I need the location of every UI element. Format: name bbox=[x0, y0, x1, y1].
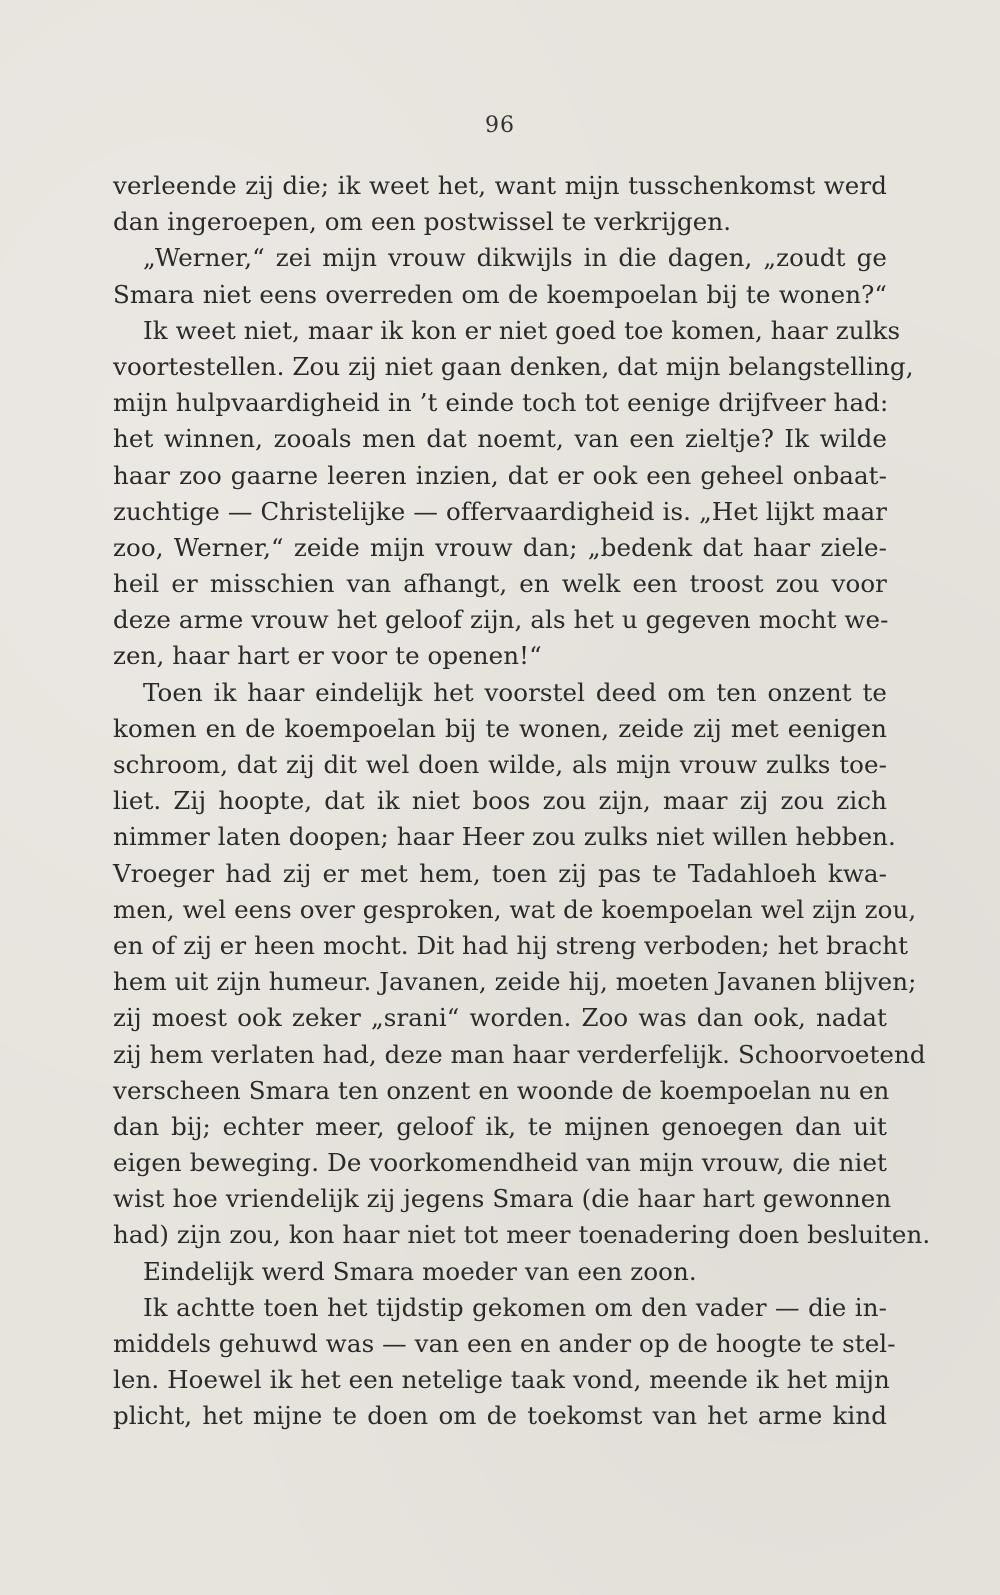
text-line: schroom, dat zij dit wel doen wilde, als mijn vrouw zulks toe- bbox=[113, 750, 887, 779]
text-line: liet. Zij hoopte, dat ik niet boos zou zijn, maar zij zou zich bbox=[113, 786, 887, 816]
text-line: Eindelijk werd Smara moeder van een zoon. bbox=[143, 1256, 697, 1286]
text-line: dan bij; echter meer, geloof ik, te mijnen genoegen dan uit bbox=[113, 1111, 887, 1141]
text-line: plicht, het mijne te doen om de toekomst van het arme kind bbox=[113, 1401, 887, 1431]
text-line: zij hem verlaten had, deze man haar verderfelijk. Schoorvoetend bbox=[113, 1039, 926, 1069]
text-line: voortestellen. Zou zij niet gaan denken, dat mijn belangstelling, bbox=[113, 351, 914, 381]
text-line: „Werner,“ zei mijn vrouw dikwijls in die dagen, „zoudt ge bbox=[143, 243, 887, 273]
text-line: verleende zij die; ik weet het, want mijn tusschenkomst werd bbox=[113, 171, 887, 200]
text-line: Ik weet niet, maar ik kon er niet goed toe komen, haar zulks bbox=[143, 315, 901, 345]
text-line: en of zij er heen mocht. Dit had hij streng verboden; het bracht bbox=[113, 930, 909, 960]
text-line: middels gehuwd was — van een en ander op de hoogte te stel- bbox=[113, 1329, 896, 1358]
text-line: mijn hulpvaardigheid in ’t einde toch tot eenige drijfveer had: bbox=[113, 388, 889, 418]
text-line: Vroeger had zij er met hem, toen zij pas te Tadahloeh kwa- bbox=[113, 858, 887, 888]
text-line: komen en de koempoelan bij te wonen, zeide zij met eenigen bbox=[113, 713, 887, 743]
body-text bbox=[113, 168, 931, 1435]
text-line: zij moest ook zeker „srani“ worden. Zoo was dan ook, nadat bbox=[113, 1003, 887, 1033]
text-line: men, wel eens over gesproken, wat de koempoelan wel zijn zou, bbox=[113, 894, 917, 924]
text-line: Ik achtte toen het tijdstip gekomen om den vader — die in- bbox=[143, 1292, 887, 1322]
text-line: nimmer laten doopen; haar Heer zou zulks niet willen hebben. bbox=[113, 822, 896, 852]
text-line: Smara niet eens overreden om de koempoelan bij te wonen?“ bbox=[113, 279, 887, 309]
text-line: eigen beweging. De voorkomendheid van mijn vrouw, die niet bbox=[113, 1148, 887, 1178]
text-line: had) zijn zou, kon haar niet tot meer toenadering doen besluiten. bbox=[113, 1220, 931, 1250]
text-line: dan ingeroepen, om een postwissel te verkrijgen. bbox=[113, 207, 732, 237]
text-line: len. Hoewel ik het een netelige taak vond, meende ik het mijn bbox=[113, 1365, 890, 1395]
text-line: zuchtige — Christelijke — offervaardigheid is. „Het lijkt maar bbox=[113, 496, 887, 526]
text-line: deze arme vrouw het geloof zijn, als het u gegeven mocht we- bbox=[113, 605, 889, 635]
text-line: het winnen, zooals men dat noemt, van een zieltje? Ik wilde bbox=[113, 424, 887, 454]
text-line: verscheen Smara ten onzent en woonde de koempoelan nu en bbox=[113, 1075, 890, 1105]
text-line: Toen ik haar eindelijk het voorstel deed om ten onzent te bbox=[143, 677, 887, 707]
page-number: 96 bbox=[485, 113, 515, 138]
text-line: hem uit zijn humeur. Javanen, zeide hij, moeten Javanen blijven; bbox=[113, 967, 917, 997]
text-line: zen, haar hart er voor te openen!“ bbox=[113, 641, 542, 671]
text-line: wist hoe vriendelijk zij jegens Smara (die haar hart gewonnen bbox=[113, 1184, 892, 1214]
text-line: zoo, Werner,“ zeide mijn vrouw dan; „bedenk dat haar ziele- bbox=[113, 532, 887, 562]
text-line: haar zoo gaarne leeren inzien, dat er ook een geheel onbaat- bbox=[113, 460, 887, 490]
text-line: heil er misschien van afhangt, en welk een troost zou voor bbox=[113, 569, 887, 599]
